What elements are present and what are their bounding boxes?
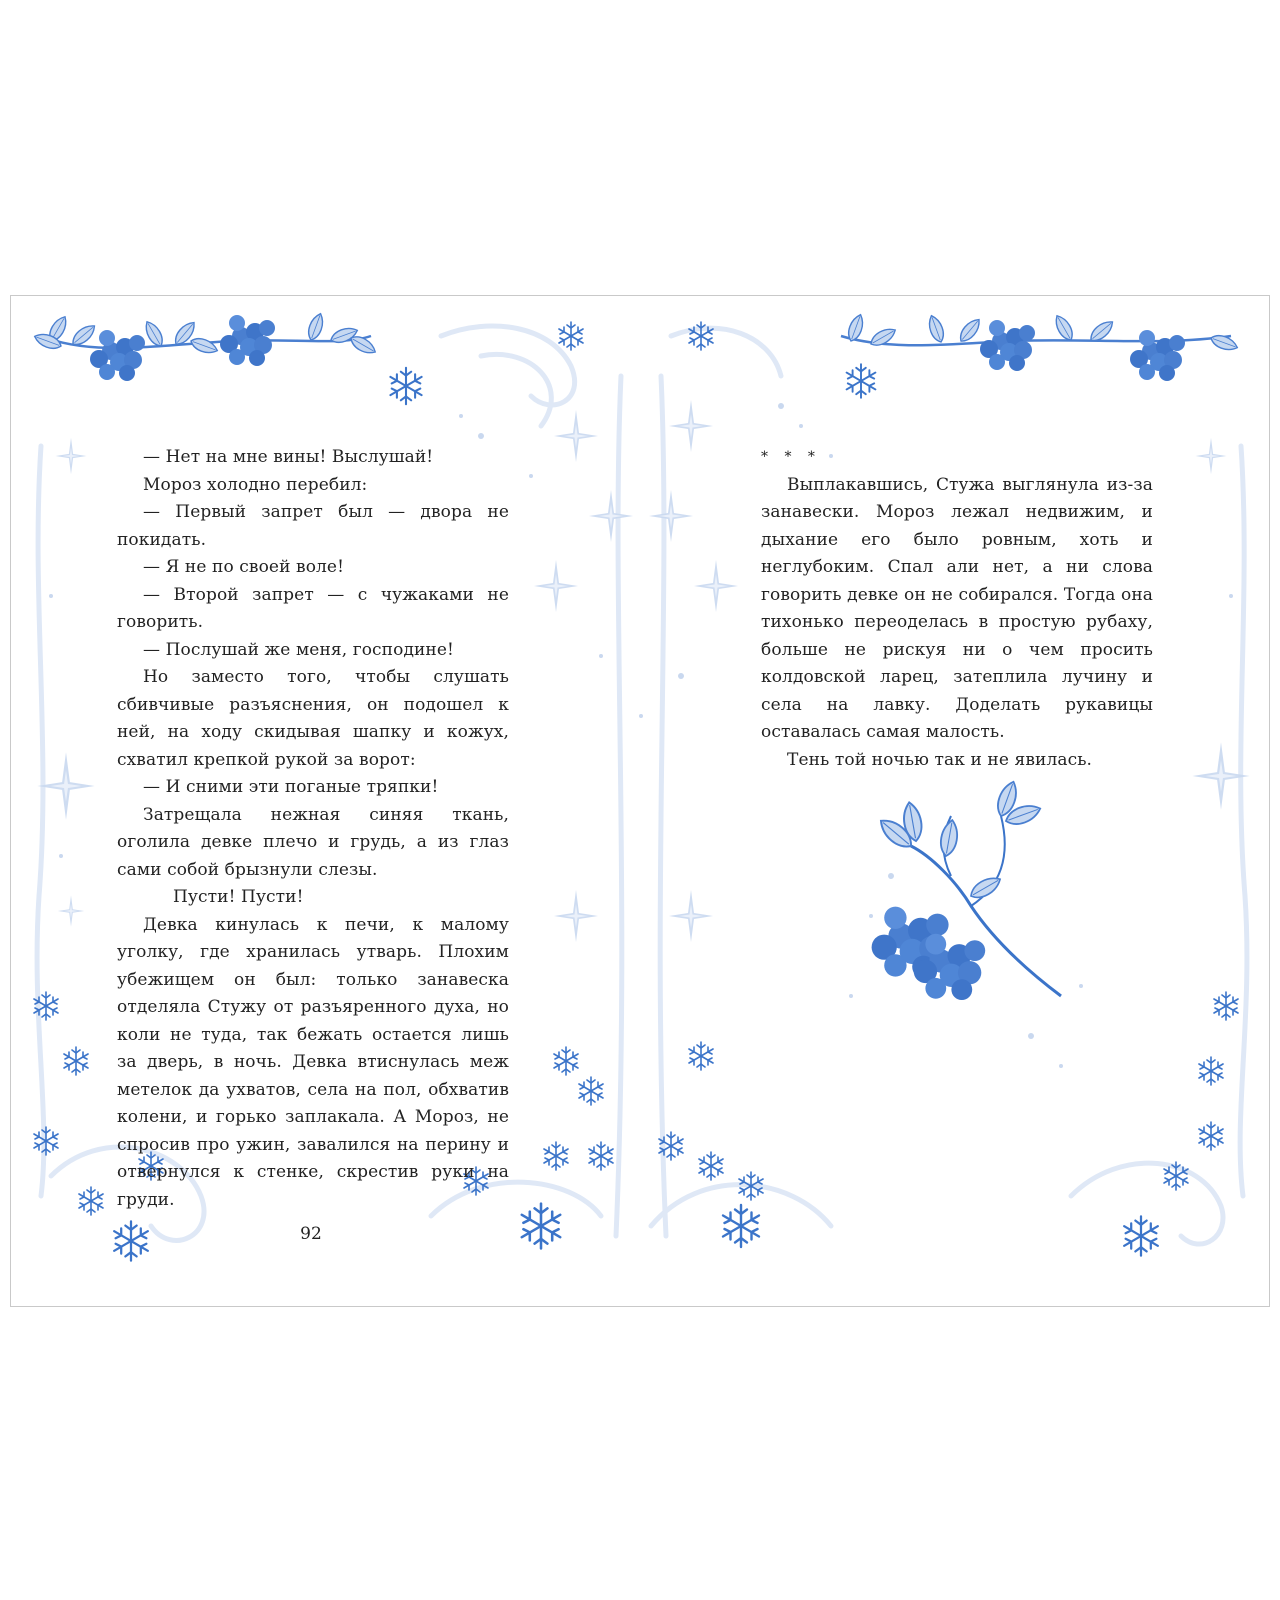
- paragraph: Девка кинулась к печи, к малому уголку, где хранилась утварь. Плохим убежищем он был: только занавеска отделяла Стужу от разъяренного духа, но коли не туда, так бежать остается лишь за дверь, в ночь. Девка втиснулась меж метелок да ухватов, села на пол, обхватив колени, и горько заплакала. А Мороз, не спросив про ужин, завалился на перину и отвернулся к стенке, скрестив руки на груди.: [117, 914, 509, 1210]
- paragraph: — Послушай же меня, господине!: [143, 639, 454, 660]
- book-spread: [10, 295, 1270, 1307]
- paragraph: Затрещала нежная синяя ткань, оголила девке плечо и грудь, а из глаз сами собой брызнули слезы.: [117, 804, 509, 880]
- paragraph: Но заместо того, чтобы слушать сбивчивые разъяснения, он подошел к ней, на ходу скидывая шапку и кожух, схватил крепкой рукой за ворот:: [117, 667, 509, 770]
- rowan-berry-cluster-icon: [872, 779, 1061, 1000]
- page-number: 92: [300, 1224, 322, 1244]
- left-page-body: [117, 444, 509, 1214]
- rowan-berry-cluster-icon: [841, 313, 1239, 381]
- paragraph: — Нет на мне вины! Выслушай!: [143, 447, 434, 467]
- paragraph: — Я не по своей воле!: [143, 557, 345, 577]
- paragraph: Пусти! Пусти!: [173, 887, 304, 907]
- paragraph: — Первый запрет был — двора не покидать.: [117, 502, 509, 550]
- paragraph: Тень той ночью так и не явилась.: [787, 749, 1093, 770]
- section-separator: * * *: [761, 449, 821, 465]
- rowan-berry-cluster-icon: [33, 312, 379, 381]
- paragraph: Мороз холодно перебил:: [143, 474, 368, 495]
- paragraph: — И сними эти поганые тряпки!: [143, 777, 439, 797]
- paragraph: Выплакавшись, Стужа выглянула из-за занавески. Мороз лежал недвижим, и дыхание его было ровным, хоть и неглубоким. Спал али нет, а ни слова говорить девке он не собирался. Тогда она тихонько переоделась в простую рубаху, больше не рискуя ни о чем просить колдовской ларец, затеплила лучину и села на лавку. Доделать рукавицы оставалась самая малость.: [761, 474, 1153, 742]
- right-page-body: [761, 444, 1153, 774]
- paragraph: — Второй запрет — с чужаками не говорить.: [117, 584, 509, 632]
